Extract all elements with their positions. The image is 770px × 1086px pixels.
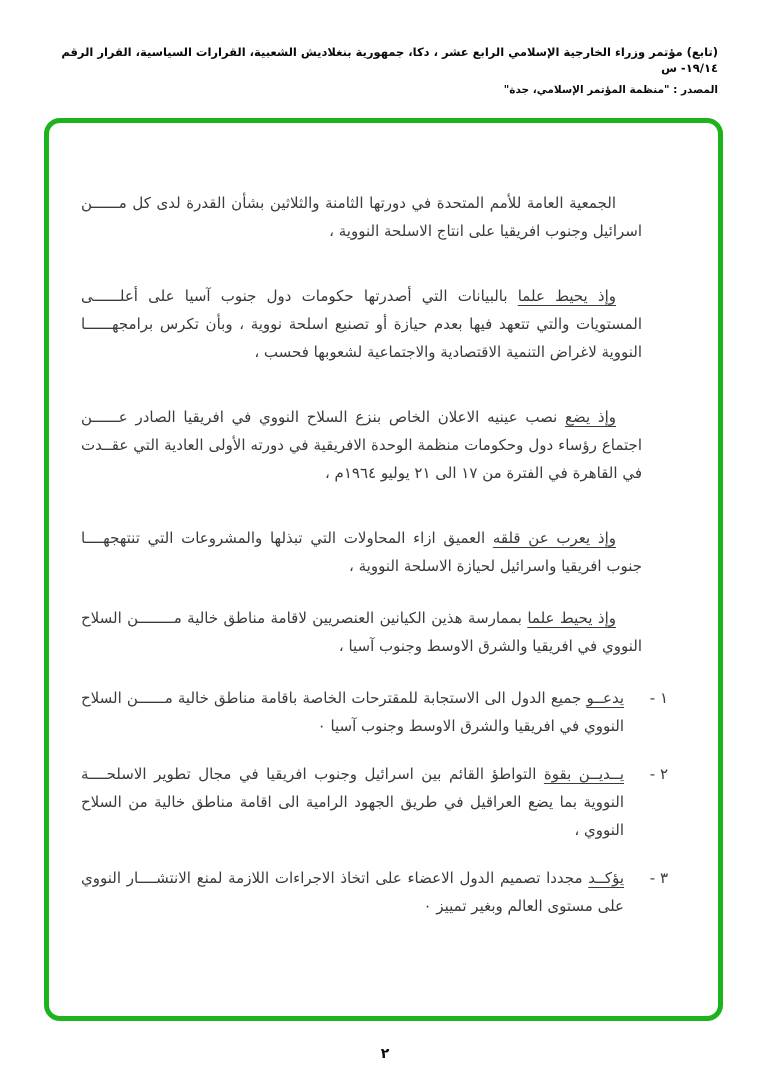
paragraph-text: العميق ازاء المحاولات التي تبذلها والمشروعات التي تنتهجهــــا جنوب افريقيا واسرائيل لحيازة الاسلحة النووية ، [81, 529, 642, 575]
paragraph-lead: وإذ يعرب عن قلقه [492, 529, 616, 547]
paragraph [81, 524, 642, 580]
item-lead: يدعــو [586, 689, 624, 707]
item-number: ٢ - [649, 765, 668, 783]
document-header [50, 44, 718, 96]
item-lead: يــديــن بقوة [543, 765, 624, 783]
item-number: ٣ - [649, 869, 668, 887]
paragraph-lead: وإذ يحيط علما [527, 609, 616, 627]
highlight-frame [44, 118, 723, 1021]
item-rest: جميع الدول الى الاستجابة للمقترحات الخاصة باقامة مناطق خالية مــــــن السلاح النووي في افريقيا والشرق الاوسط وجنوب آسيا ٠ [81, 689, 624, 735]
scanned-document-text [77, 189, 668, 940]
header-source: المصدر : "منظمة المؤتمر الإسلامي، جدة" [503, 84, 718, 97]
item-rest: التواطؤ القائم بين اسرائيل وجنوب افريقيا في مجال تطوير الاسلحــــة النووية بما يضع العراقيل في طريق الجهود الرامية الى اقامة مناطق خالية من السلاح النووي ، [81, 765, 624, 839]
paragraph [81, 604, 642, 660]
paragraph-text: نصب عينيه الاعلان الخاص بنزع السلاح النووي في افريقيا الصادر عــــــن اجتماع رؤساء دول وحكومات منظمة الوحدة الافريقية في دورته الأولى العادية التي عقــدت في القاهرة في الفترة من ١٧ الى ٢١ يوليو ١٩٦٤م ، [81, 408, 642, 482]
list-item [81, 760, 668, 844]
paragraph-text: الجمعية العامة للأمم المتحدة في دورتها الثامنة والثلاثين بشأن القدرة لدى كل مــــــن اسرائيل وجنوب افريقيا على انتاج الاسلحة النووية ، [81, 194, 642, 240]
paragraph-text: بالبيانات التي أصدرتها حكومات دول جنوب آسيا على أعلــــــى المستويات والتي تتعهد فيها بعدم حيازة أو تصنيع اسلحة نووية ، وبأن تكرس برامجهــــــا النووية لاغراض التنمية الاقتصادية والاجتماعية لشعوبها فحسب ، [81, 287, 642, 361]
header-title: (تابع) مؤتمر وزراء الخارجية الإسلامي الرابع عشر ، دكا، جمهورية بنغلاديش الشعبية، القرارات السياسية، القرار الرقم ١٩/١٤- س [61, 45, 718, 76]
item-text [81, 684, 624, 740]
page-number: ٢ [380, 1046, 390, 1062]
list-item [81, 684, 668, 740]
item-text [81, 864, 624, 920]
paragraph-lead: وإذ يحيط علما [517, 287, 616, 305]
paragraph-lead: وإذ يضع [565, 408, 616, 426]
paragraph-text: بممارسة هذين الكيانين العنصريين لاقامة مناطق خالية مــــــــن السلاح النووي في افريقيا والشرق الاوسط وجنوب آسيا ، [81, 609, 642, 655]
paragraph [81, 403, 642, 487]
list-item [81, 864, 668, 920]
paragraph [81, 189, 642, 245]
item-text [81, 760, 624, 844]
paragraph [81, 282, 642, 366]
item-number: ١ - [649, 689, 668, 707]
item-rest: مجددا تصميم الدول الاعضاء على اتخاذ الاجراءات اللازمة لمنع الانتشــــار النووي على مستوى العالم وبغير تمييز ٠ [81, 869, 624, 915]
item-lead: يؤكــد [588, 869, 624, 887]
